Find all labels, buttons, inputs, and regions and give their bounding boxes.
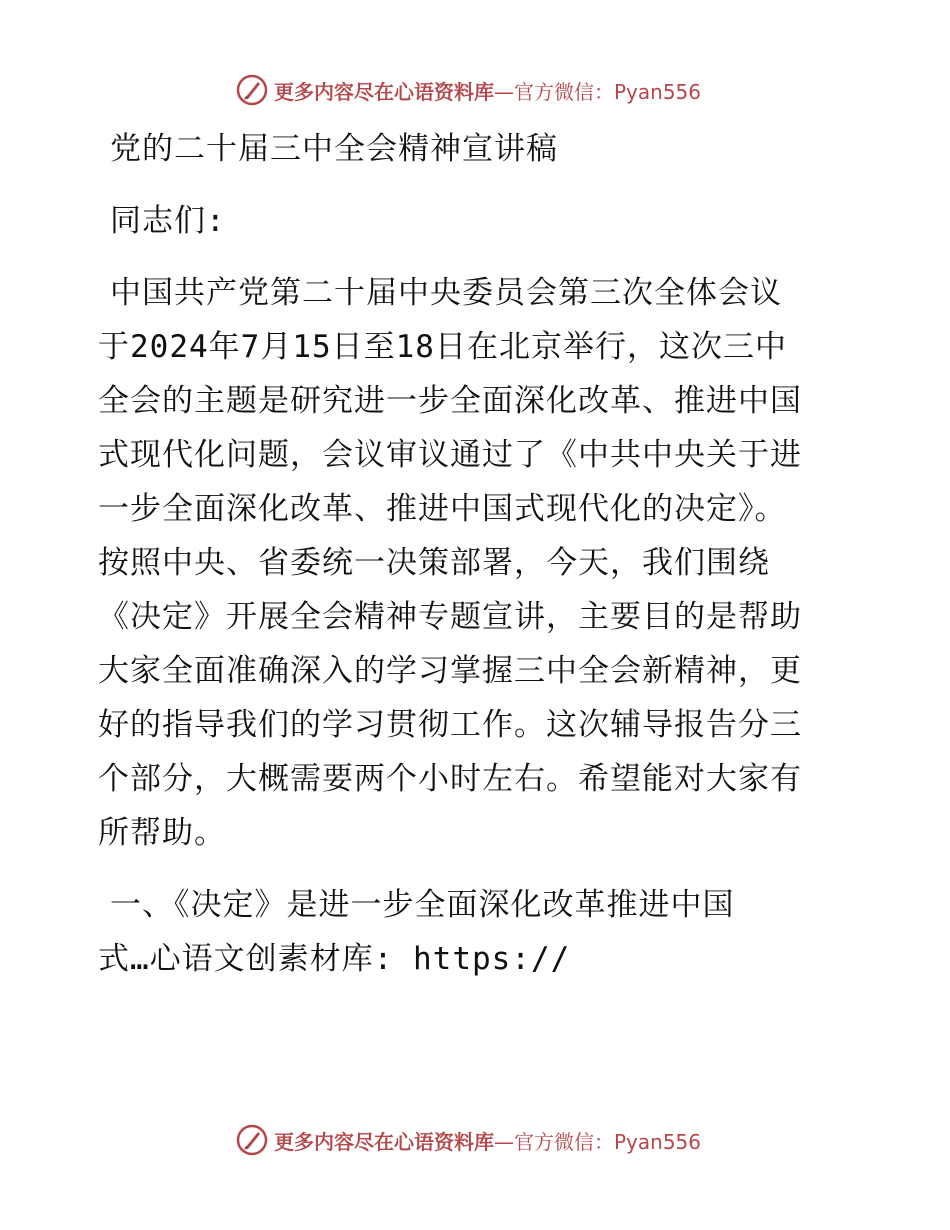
paragraph-line: 式现代化问题，会议审议通过了《中共中央关于进: [98, 437, 802, 473]
section-heading: [98, 878, 858, 986]
paragraph-line: 《决定》开展全会精神专题宣讲，主要目的是帮助: [98, 599, 802, 635]
document-body: [98, 122, 858, 986]
section-line: 式…心语文创素材库: https://: [98, 941, 571, 977]
watermark-brand: 更多内容尽在心语资料库: [274, 79, 494, 104]
footer-watermark: [236, 1123, 701, 1157]
paragraph-line: 按照中央、省委统一决策部署，今天，我们围绕: [98, 545, 770, 581]
document-title: 党的二十届三中全会精神宣讲稿: [110, 131, 558, 167]
greeting: 同志们:: [110, 203, 226, 239]
paragraph-line: 个部分，大概需要两个小时左右。希望能对大家有: [98, 761, 802, 797]
watermark-brand: 更多内容尽在心语资料库: [274, 1129, 494, 1154]
main-paragraph: [98, 266, 858, 860]
watermark-contact: —官方微信：Pyan556: [494, 79, 702, 104]
paragraph-line: 全会的主题是研究进一步全面深化改革、推进中国: [98, 383, 802, 419]
paragraph-line: 中国共产党第二十届中央委员会第三次全体会议: [110, 275, 782, 311]
paragraph-line: 好的指导我们的学习贯彻工作。这次辅导报告分三: [98, 707, 802, 743]
paragraph-line: 一步全面深化改革、推进中国式现代化的决定》。: [98, 491, 787, 527]
paragraph-line: 大家全面准确深入的学习掌握三中全会新精神，更: [98, 653, 802, 689]
header-watermark: [236, 73, 701, 107]
paragraph-line: 于2024年7月15日至18日在北京举行，这次三中: [98, 329, 787, 365]
quill-logo-icon: [236, 1124, 268, 1156]
section-line: 一、《决定》是进一步全面深化改革推进中国: [110, 887, 735, 923]
quill-logo-icon: [236, 74, 268, 106]
watermark-contact: —官方微信：Pyan556: [494, 1129, 702, 1154]
paragraph-line: 所帮助。: [98, 815, 226, 851]
